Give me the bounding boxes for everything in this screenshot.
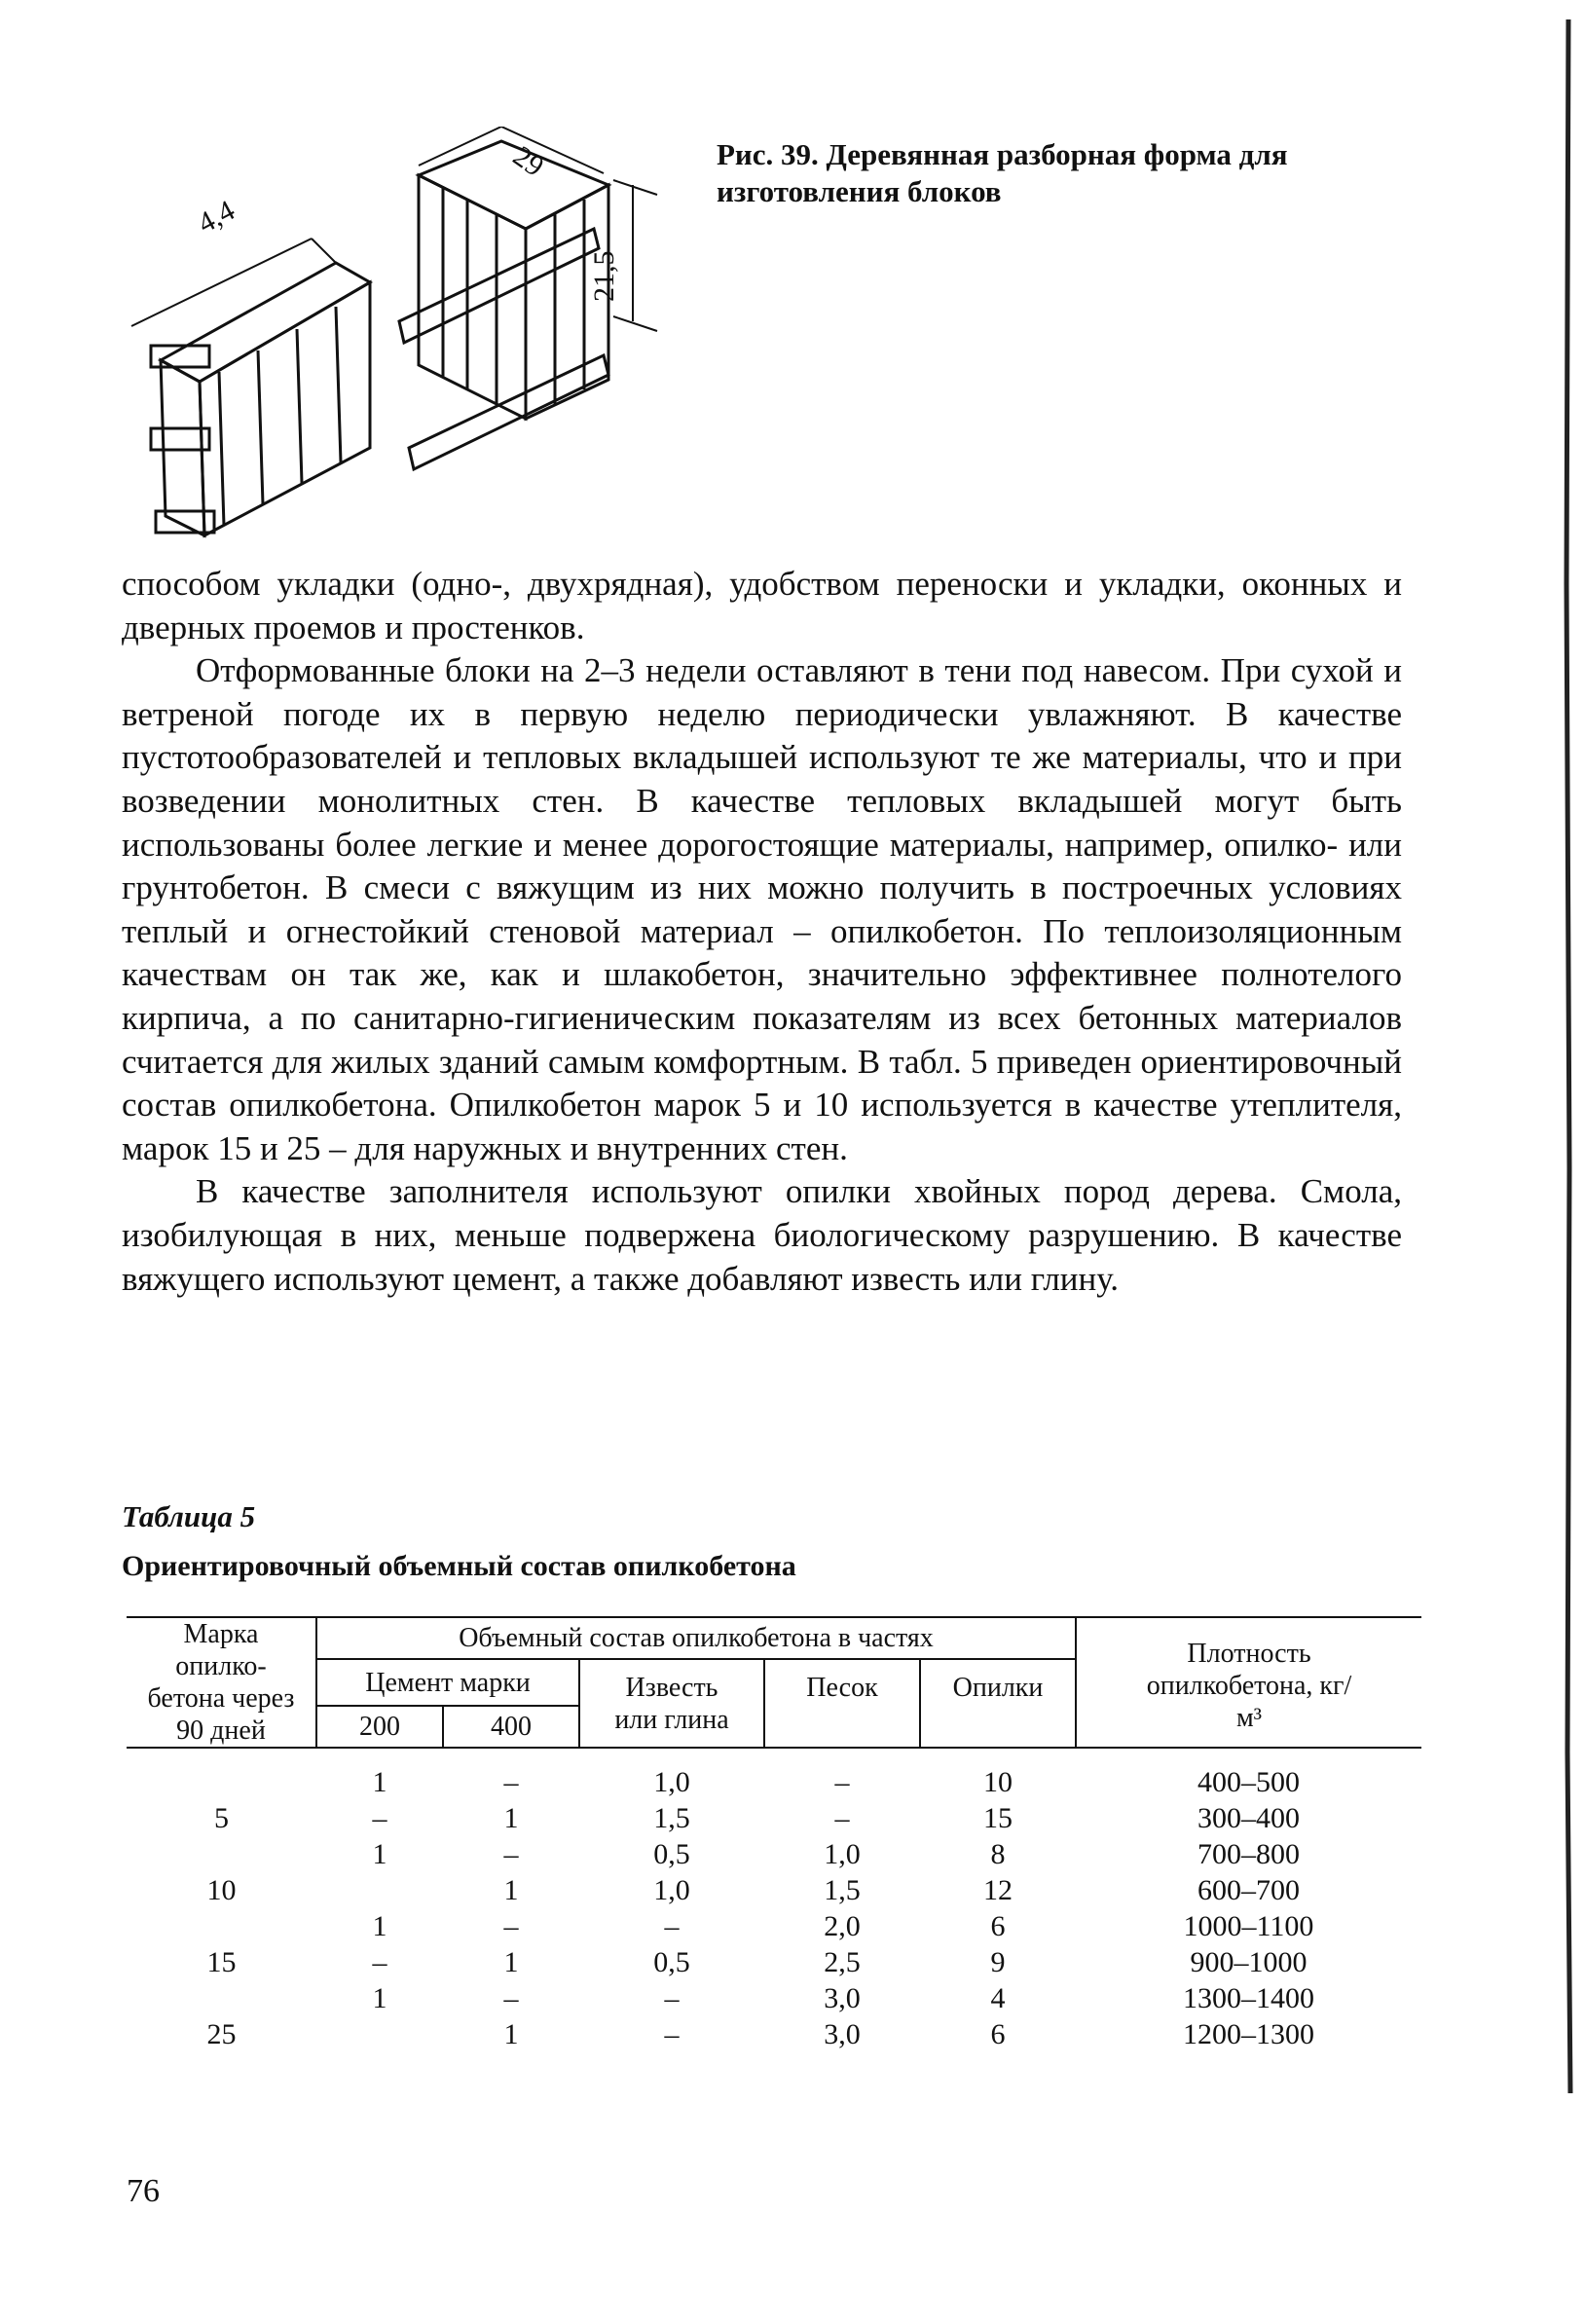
cell-lime: 1,0 (653, 1874, 690, 1906)
table-row (127, 1908, 1421, 1944)
table-row (127, 2016, 1421, 2052)
cell-density: 1000–1100 (1183, 1910, 1314, 1942)
cell-lime: – (664, 2018, 680, 2050)
cell-grade (127, 1748, 316, 1800)
cell-density: 1300–1400 (1183, 1982, 1314, 2014)
dimension-label-length: 4,4 (192, 194, 240, 240)
cell-sawdust: 4 (990, 1982, 1006, 2014)
body-text (122, 563, 1402, 1301)
cell-sand: 3,0 (824, 2018, 861, 2050)
table-body (127, 1748, 1421, 2052)
header-composition: Объемный состав опилкобетона в частях (316, 1617, 1076, 1659)
cell-grade: 5 (214, 1802, 229, 1834)
cell-grade (127, 1980, 316, 2016)
cell-density: 900–1000 (1190, 1946, 1308, 1978)
paragraph-1: способом укладки (одно-, двухрядная), удобством переноски и укладки, оконных и дверных проемов и простенков. (122, 565, 1402, 646)
cell-density: 600–700 (1197, 1874, 1300, 1906)
header-lime: Известь или глина (579, 1659, 764, 1748)
cell-c400: 1 (503, 1802, 519, 1834)
header-cement: Цемент марки (316, 1659, 579, 1706)
cell-lime: 0,5 (653, 1946, 690, 1978)
table-row (127, 1872, 1421, 1908)
cell-c200: – (372, 1802, 387, 1834)
cell-density: 300–400 (1197, 1802, 1300, 1834)
table-row (127, 1980, 1421, 2016)
header-sand: Песок (764, 1659, 920, 1748)
cell-c400: 1 (503, 1874, 519, 1906)
header-grade: Марка опилко- бетона через 90 дней (127, 1617, 316, 1748)
composition-table (127, 1616, 1421, 2052)
cell-sawdust: 6 (990, 1910, 1006, 1942)
cell-c200 (316, 1872, 443, 1908)
cell-lime: 1,0 (653, 1766, 690, 1798)
cell-lime: 0,5 (653, 1838, 690, 1870)
header-cement-200: 200 (316, 1706, 443, 1748)
cell-c400: – (503, 1982, 519, 2014)
cell-density: 1200–1300 (1183, 2018, 1314, 2050)
cell-sawdust: 6 (990, 2018, 1006, 2050)
cell-c200: 1 (372, 1838, 387, 1870)
cell-sand: 2,5 (824, 1946, 861, 1978)
cell-sawdust: 12 (983, 1874, 1013, 1906)
cell-c400: – (503, 1910, 519, 1942)
cell-sawdust: 8 (990, 1838, 1006, 1870)
cell-sand: 1,5 (824, 1874, 861, 1906)
cell-c200: – (372, 1946, 387, 1978)
header-sawdust: Опилки (920, 1659, 1076, 1748)
cell-c200: 1 (372, 1982, 387, 2014)
cell-density: 400–500 (1197, 1766, 1300, 1798)
cell-lime: – (664, 1910, 680, 1942)
dimension-label-height: 21,5 (588, 250, 620, 302)
cell-sand: 2,0 (824, 1910, 861, 1942)
cell-c200 (316, 2016, 443, 2052)
cell-c400: 1 (503, 1946, 519, 1978)
cell-grade (127, 1908, 316, 1944)
cell-grade (127, 1836, 316, 1872)
cell-c400: – (503, 1766, 519, 1798)
cell-lime: – (664, 1982, 680, 2014)
cell-c400: 1 (503, 2018, 519, 2050)
cell-grade: 25 (206, 2018, 237, 2050)
table-row (127, 1836, 1421, 1872)
header-cement-400: 400 (443, 1706, 579, 1748)
page-edge-shadow (1545, 0, 1584, 2324)
figure-caption: Рис. 39. Деревянная разборная форма для изготовления блоков (717, 137, 1288, 208)
cell-grade: 15 (206, 1946, 237, 1978)
cell-density: 700–800 (1197, 1838, 1300, 1870)
cell-sawdust: 15 (983, 1802, 1013, 1834)
page-number: 76 (127, 2173, 160, 2209)
cell-lime: 1,5 (653, 1802, 690, 1834)
table-label: Таблица 5 (122, 1499, 256, 1533)
table-row (127, 1748, 1421, 1800)
cell-sand: – (834, 1766, 850, 1798)
cell-sand: 1,0 (824, 1838, 861, 1870)
table-row (127, 1944, 1421, 1980)
table-row (127, 1800, 1421, 1836)
cell-grade: 10 (206, 1874, 237, 1906)
wooden-form-figure (127, 127, 662, 545)
cell-c200: 1 (372, 1910, 387, 1942)
paragraph-2: Отформованные блоки на 2–3 недели оставляют в тени под навесом. При сухой и ветреной погоде их в первую неделю периодически увлажняют. В качестве пустотообразователей и тепловых вкладышей используют те же материалы, что и при возведении монолитных стен. В качестве тепловых вкладышей могут быть использованы более легкие и менее дорогостоящие материалы, например, опилко- или грунтобетон. В смеси с вяжущим из них можно получить в построечных условиях теплый и огнестойкий стеновой материал – опилкобетон. По теплоизоляционным качествам он так же, как и шлакобетон, значительно эффективнее полнотелого кирпича, а по санитарно-гигиеническим показателям из всех бетонных материалов считается для жилых зданий самым комфортным. В табл. 5 приведен ориентировочный состав опилкобетона. Опилкобетон марок 5 и 10 используется в качестве утеплителя, марок 15 и 25 – для наружных и внутренних стен. (122, 651, 1402, 1167)
cell-c200: 1 (372, 1766, 387, 1798)
dimension-label-width: 29 (506, 139, 550, 183)
cell-sand: – (834, 1802, 850, 1834)
cell-sawdust: 10 (983, 1766, 1013, 1798)
header-density: Плотность опилкобетона, кг/м³ (1076, 1617, 1421, 1748)
cell-sawdust: 9 (990, 1946, 1006, 1978)
cell-c400: – (503, 1838, 519, 1870)
paragraph-3: В качестве заполнителя используют опилки хвойных пород дерева. Смола, изобилующая в них, меньше подвержена биологическому разрушению. В качестве вяжущего используют цемент, а также добавляют известь или глину. (122, 1172, 1402, 1298)
cell-sand: 3,0 (824, 1982, 861, 2014)
table-title: Ориентировочный объемный состав опилкобетона (122, 1550, 796, 1582)
